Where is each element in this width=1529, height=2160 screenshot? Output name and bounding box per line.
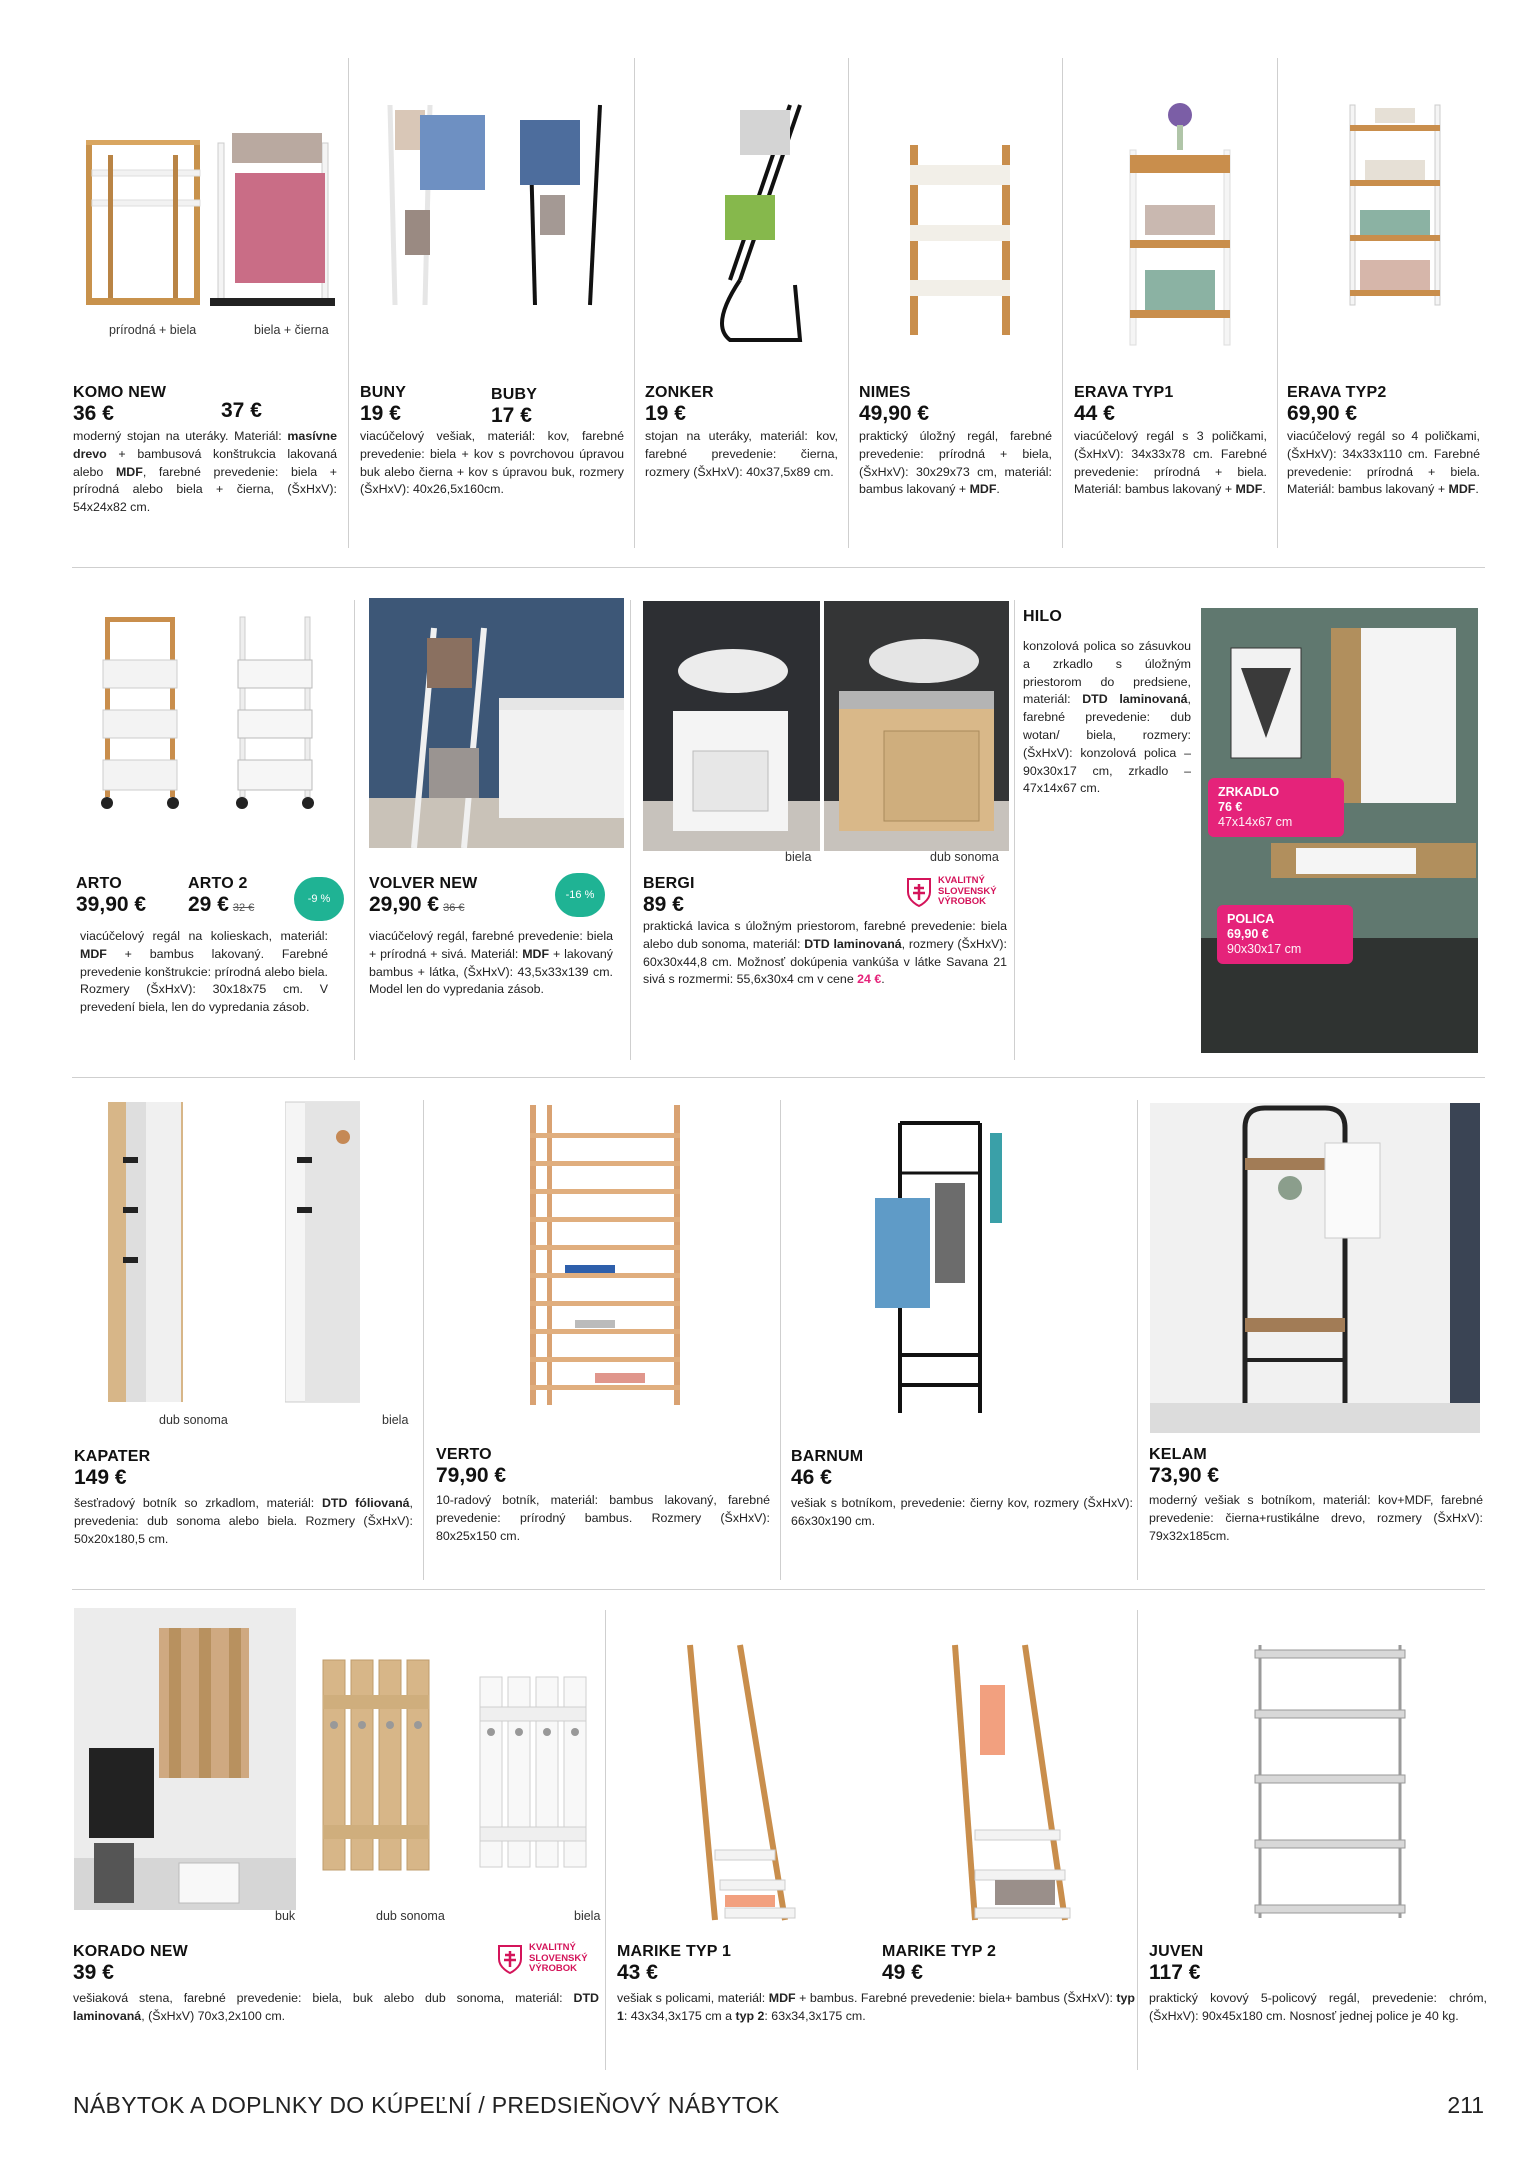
divider (348, 58, 349, 548)
divider (1137, 1100, 1138, 1580)
product-description: praktický úložný regál, farebné prevedenie: prírodná + biela, (ŠxHxV): 30x29x73 cm, materiál: bambus lakovaný + MDF. (859, 429, 1052, 497)
product-description: viacúčelový regál s 3 poličkami, (ŠxHxV): 34x33x78 cm. Farebné prevedenie: prírodná + biela. Materiál: bambus lakovaný + MDF. (1074, 429, 1267, 497)
ladder-rack-white-image (380, 100, 490, 310)
section-title: NÁBYTOK A DOPLNKY DO KÚPEĽNÍ / PREDSIEŇOVÝ NÁBYTOK (73, 2092, 780, 2118)
page-number: 211 (1447, 2092, 1484, 2118)
product-price: 46 € (791, 1466, 832, 1489)
product-price: 117 € (1149, 1961, 1201, 1984)
product-description: viacúčelový vešiak, materiál: kov, farebné prevedenie: biela + kov s povrchovou úpravou buk alebo čierna + kov s úpravou buk, rozmery (ŠxHxV): 40x26,5x160cm. (360, 429, 624, 497)
product-name: ERAVA TYP1 (1074, 384, 1174, 401)
rolling-shelf-white-image (230, 615, 320, 815)
product-name: BUNY (360, 384, 407, 401)
product-name: KOMO NEW (73, 384, 167, 401)
product-price: 36 € (73, 402, 114, 425)
ladder-shelf-marike2-image (940, 1640, 1080, 1925)
product-name: BUBY (491, 386, 538, 403)
product-price: 29 € 32 € (188, 893, 255, 916)
row-divider (72, 567, 1485, 568)
product-name: ERAVA TYP2 (1287, 384, 1387, 401)
quality-badge: KVALITNÝ SLOVENSKÝ VÝROBOK (906, 876, 997, 908)
product-name: BARNUM (791, 1448, 864, 1465)
product-name: KAPATER (74, 1448, 151, 1465)
product-name: MARIKE TYP 1 (617, 1943, 732, 1960)
product-price: 39 € (73, 1961, 114, 1984)
product-name: ARTO (76, 875, 122, 892)
variant-caption: dub sonoma (376, 1909, 445, 1923)
product-description: šesťradový botník so zrkadlom, materiál: DTD fóliovaná, prevedenia: dub sonoma alebo biela. Rozmery (ŠxHxV): 50x20x180,5 cm. (74, 1496, 413, 1546)
shoe-cabinet-white-image (285, 1097, 360, 1407)
coat-rack-barnum-image (870, 1118, 1010, 1418)
product-description: vešiaková stena, farebné prevedenie: biela, buk alebo dub sonoma, materiál: DTD laminovaná, (ŠxHxV) 70x3,2x100 cm. (73, 1991, 599, 2023)
towel-stand-bamboo-image (78, 130, 208, 310)
divider (634, 58, 635, 548)
price-tag-shelf (1217, 905, 1353, 964)
variant-caption: dub sonoma (930, 850, 999, 864)
ladder-rack-black-image (515, 100, 615, 310)
product-price: 49 € (882, 1961, 923, 1984)
product-price: 44 € (1074, 402, 1115, 425)
discount-badge: -16 % (555, 873, 605, 917)
wall-rack-white-image (475, 1672, 595, 1872)
product-description: 10-radový botník, materiál: bambus lakovaný, farebné prevedenie: prírodný bambus. Rozmery (ŠxHxV): 80x25x150 cm. (436, 1493, 770, 1543)
towel-stand-zonker-image (710, 100, 810, 350)
shelf-erava2-image (1345, 100, 1445, 310)
divider (1137, 1610, 1138, 2070)
divider (423, 1100, 424, 1580)
product-name: KORADO NEW (73, 1943, 188, 1960)
product-name: NIMES (859, 384, 911, 401)
variant-caption: biela + čierna (254, 323, 329, 337)
product-name: JUVEN (1149, 1943, 1204, 1960)
bench-oak-photo (824, 601, 1009, 851)
product-price: 19 € (360, 402, 401, 425)
product-description: vešiak s policami, materiál: MDF + bambus. Farebné prevedenie: biela+ bambus (ŠxHxV): typ 1: 43x34,3x175 cm a typ 2: 63x34,3x175 cm. (617, 1991, 1135, 2023)
price-tag-mirror (1208, 778, 1344, 837)
tag-price: 76 € (1218, 800, 1243, 814)
product-price: 89 € (643, 893, 684, 916)
product-name: KELAM (1149, 1446, 1207, 1463)
quality-badge: KVALITNÝ SLOVENSKÝ VÝROBOK (497, 1943, 588, 1975)
product-name: ZONKER (645, 384, 714, 401)
product-price: 29,90 € 36 € (369, 893, 465, 916)
product-description: viacúčelový regál so 4 poličkami, (ŠxHxV): 34x33x110 cm. Farebné prevedenie: prírodná + biela. Materiál: bambus lakovaný + MDF. (1287, 429, 1480, 497)
kelam-hallway-photo (1150, 1103, 1480, 1433)
product-price: 79,90 € (436, 1464, 507, 1487)
old-price: 36 € (443, 902, 465, 914)
row-divider (72, 1589, 1485, 1590)
shield-icon (906, 876, 932, 908)
product-price: 17 € (491, 404, 532, 427)
shelf-erava1-image (1125, 95, 1235, 350)
divider (605, 1610, 606, 2070)
product-price: 69,90 € (1287, 402, 1358, 425)
product-price: 39,90 € (76, 893, 147, 916)
wall-rack-sonoma-image (318, 1655, 438, 1875)
product-description: viacúčelový regál na kolieskach, materiál: MDF + bambus lakovaný. Farebné prevedenie konštrukcie: prírodná alebo biela. Rozmery (ŠxHxV): 30x18x75 cm. V prevedení biela, len do vypredania zásob. (80, 929, 328, 1015)
old-price: 32 € (232, 902, 255, 914)
discount-badge: -9 % (294, 877, 344, 921)
variant-caption: dub sonoma (159, 1413, 228, 1427)
korado-hallway-photo (74, 1608, 296, 1910)
shoe-rack-verto-image (525, 1105, 685, 1405)
shoe-cabinet-sonoma-image (108, 1097, 183, 1407)
tag-size: 47x14x67 cm (1218, 815, 1293, 829)
divider (630, 600, 631, 1060)
bench-white-photo (643, 601, 820, 851)
product-description: moderný stojan na uteráky. Materiál: masívne drevo + bambusová konštrukcia lakovaná alebo MDF, farebné prevedenie: biela + prírodná alebo biela + čierna, (ŠxHxV): 54x24x82 cm. (73, 429, 338, 515)
variant-caption: biela (574, 1909, 601, 1923)
variant-caption: prírodná + biela (109, 323, 197, 337)
divider (848, 58, 849, 548)
product-description: viacúčelový regál, farebné prevedenie: biela + prírodná + sivá. Materiál: MDF + lakovaný bambus + látka, (ŠxHxV): 43,5x33x139 cm. Model len do vypredania zásob. (369, 929, 613, 997)
divider (1014, 600, 1015, 1060)
ladder-shelf-marike1-image (675, 1640, 805, 1925)
divider (354, 600, 355, 1060)
divider (1062, 58, 1063, 548)
volver-room-photo (369, 598, 624, 848)
tag-title: POLICA (1227, 912, 1275, 926)
rolling-shelf-natural-image (95, 615, 185, 815)
variant-caption: buk (275, 1909, 296, 1923)
product-name: ARTO 2 (188, 875, 248, 892)
product-description: konzolová polica so zásuvkou a zrkadlo s úložným priestorom do predsiene, materiál: DTD laminovaná, farebné prevedenie: dub wotan/ biela, rozmery: (ŠxHxV): konzolová polica – 90x30x17 cm, zrkadlo – 47x14x67 cm. (1023, 639, 1191, 796)
product-name: VOLVER NEW (369, 875, 478, 892)
shelf-nimes-image (905, 140, 1015, 340)
product-price: 149 € (74, 1466, 127, 1489)
product-name: HILO (1023, 608, 1063, 625)
product-description: praktická lavica s úložným priestorom, farebné prevedenie: biela alebo dub sonoma, materiál: DTD laminovaná, rozmery (ŠxHxV): 60x30x44,8 cm. Možnosť dokúpenia vankúša v látke Savana 21 sivá s rozmermi: 55,6x30x4 cm v cene 24 €. (643, 919, 1007, 987)
product-price: 73,90 € (1149, 1464, 1220, 1487)
variant-caption: biela (382, 1413, 409, 1427)
product-price: 49,90 € (859, 402, 930, 425)
product-description: stojan na uteráky, materiál: kov, farebné prevedenie: čierna, rozmery (ŠxHxV): 40x37,5x89 cm. (645, 429, 838, 479)
tag-title: ZRKADLO (1218, 785, 1280, 799)
divider (1277, 58, 1278, 548)
row-divider (72, 1077, 1485, 1078)
variant-caption: biela (785, 850, 812, 864)
divider (780, 1100, 781, 1580)
product-description: vešiak s botníkom, prevedenie: čierny kov, rozmery (ŠxHxV): 66x30x190 cm. (791, 1496, 1133, 1528)
wire-shelf-juven-image (1250, 1640, 1410, 1920)
shield-icon (497, 1943, 523, 1975)
tag-size: 90x30x17 cm (1227, 942, 1302, 956)
towel-stand-white-image (210, 128, 340, 313)
product-price: 19 € (645, 402, 686, 425)
product-name: VERTO (436, 1446, 492, 1463)
product-name: MARIKE TYP 2 (882, 1943, 997, 1960)
product-description: moderný vešiak s botníkom, materiál: kov+MDF, farebné prevedenie: čierna+rustikálne drevo, rozmery (ŠxHxV): 79x32x185cm. (1149, 1493, 1483, 1543)
tag-price: 69,90 € (1227, 927, 1269, 941)
product-price: 37 € (221, 399, 262, 422)
product-name: BERGI (643, 875, 695, 892)
product-description: praktický kovový 5-policový regál, prevedenie: chróm, (ŠxHxV): 90x45x180 cm. Nosnosť jednej police je 40 kg. (1149, 1991, 1487, 2023)
product-price: 43 € (617, 1961, 658, 1984)
